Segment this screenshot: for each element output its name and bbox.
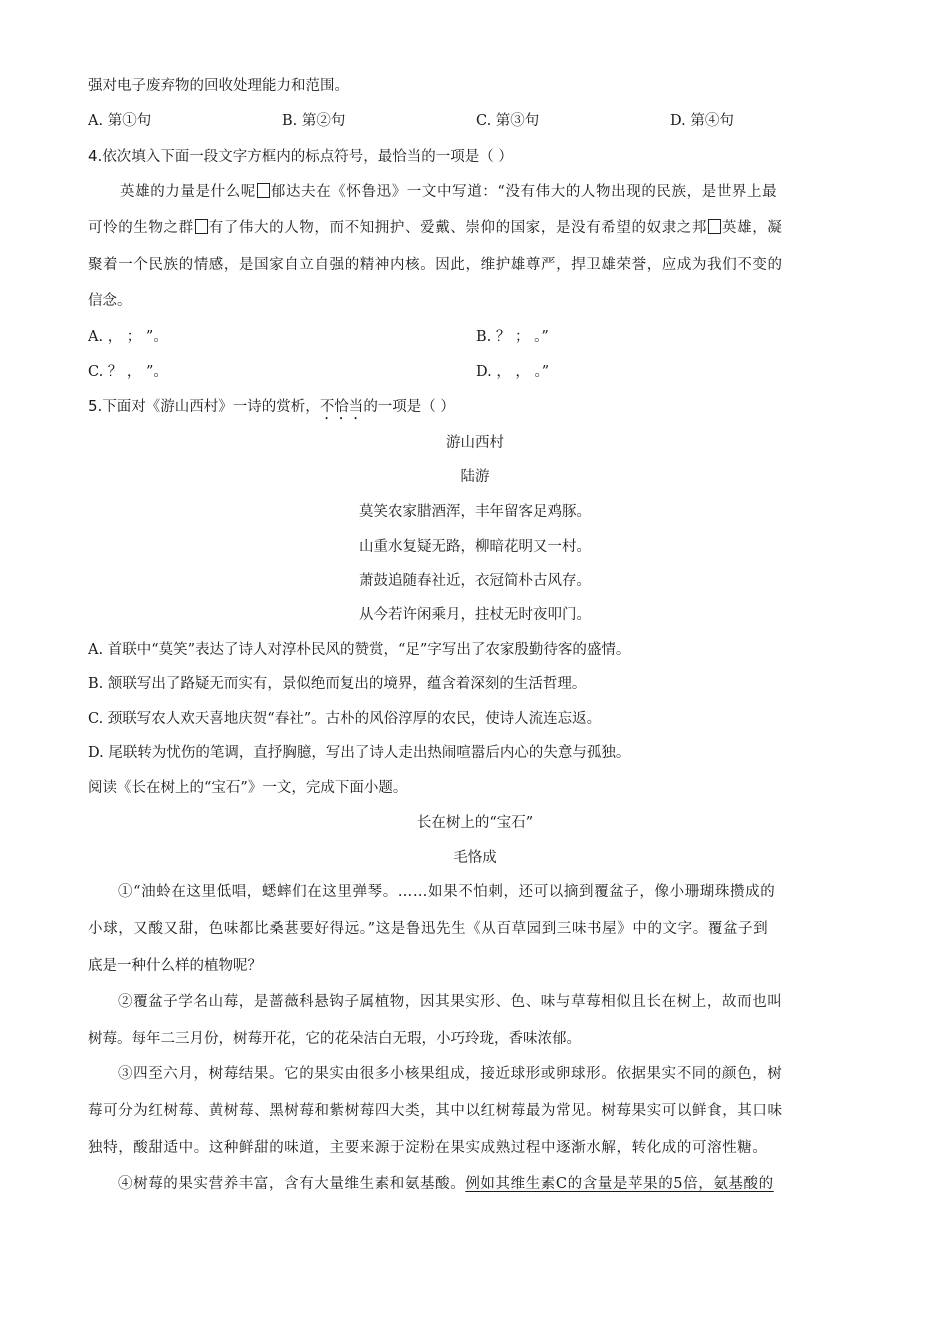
poem-line-4: 从今若许闲乘月，拄杖无时夜叩门。 xyxy=(359,607,591,623)
poem-line-3: 萧鼓追随春社近，衣冠简朴古风存。 xyxy=(359,573,591,589)
blank-box xyxy=(195,219,208,234)
para1-line-2: 小球，又酸又甜，色味都比桑葚要好得远。”这是鲁迅先生《从百草园到三味书屋》中的文字。覆盆子到 xyxy=(88,921,769,937)
blank-box xyxy=(708,219,721,234)
article-author: 毛恪成 xyxy=(453,850,497,866)
reading-intro: 阅读《长在树上的“宝石”》一文，完成下面小题。 xyxy=(88,780,408,796)
article-title: 长在树上的“宝石” xyxy=(416,815,534,831)
q5-number: 5. xyxy=(88,397,103,415)
para1-line-1: ①“油蛉在这里低唱，蟋蟀们在这里弹琴。……如果不怕刺，还可以摘到覆盆子，像小珊瑚珠攒成的 xyxy=(118,884,776,900)
q4-passage-seg: 英雄，凝 xyxy=(722,220,783,236)
para4-line-1 xyxy=(118,1174,774,1194)
q4-passage-seg: 有了伟大的人物，而不知拥护、爱戴、崇仰的国家，是没有希望的奴隶之邦 xyxy=(208,220,707,236)
poem-title: 游山西村 xyxy=(446,435,504,451)
para3-line-3: 独特，酸甜适中。这种鲜甜的味道，主要来源于淀粉在果实成熟过程中逐渐水解，转化成的可溶性糖。 xyxy=(88,1140,768,1156)
q4-option-a: A. ， ； ”。 xyxy=(88,329,168,345)
para4-plain: ④树莓的果实营养丰富，含有大量维生素和氨基酸。 xyxy=(118,1176,466,1192)
q5-emphasis: 不恰当 xyxy=(319,399,364,415)
q4-passage-seg: 郁达夫在《怀鲁迅》一文中写道：“没有伟大的人物出现的民族，是世界上最 xyxy=(270,184,778,200)
para3-line-2: 莓可分为红树莓、黄树莓、黑树莓和紫树莓四大类，其中以红树莓最为常见。树莓果实可以鲜食，其口味 xyxy=(88,1103,783,1119)
para4-underlined: 例如其维生素C的含量是苹果的5倍，氨基酸的 xyxy=(465,1176,774,1192)
q4-number: 4. xyxy=(88,147,103,165)
q5-stem xyxy=(88,396,455,423)
q4-stem-text: 依次填入下面一段文字方框内的标点符号，最恰当的一项是（ ） xyxy=(102,149,513,165)
blank-box xyxy=(257,183,270,198)
q5-stem-seg: 的一项是（ ） xyxy=(363,399,455,415)
poem-line-1: 莫笑农家腊酒浑，丰年留客足鸡豚。 xyxy=(359,504,591,520)
q4-passage-seg: 可怜的生物之群 xyxy=(88,220,194,236)
q4-option-c: C. ？ ， ”。 xyxy=(88,364,168,380)
q5-option-a: A. 首联中“莫笑”表达了诗人对淳朴民风的赞赏，“足”字写出了农家殷勤待客的盛情。 xyxy=(88,642,631,658)
q4-option-b: B. ？ ； 。” xyxy=(476,329,549,345)
q4-option-d: D. ， ， 。” xyxy=(476,364,550,380)
q3-option-b: B. 第②句 xyxy=(282,113,346,129)
q3-option-c: C. 第③句 xyxy=(476,113,540,129)
para2-line-2: 树莓。每年二三月份，树莓开花，它的花朵洁白无瑕，小巧玲珑，香味浓郁。 xyxy=(88,1031,581,1047)
para2-line-1: ②覆盆子学名山莓，是蔷薇科悬钩子属植物，因其果实形、色、味与草莓相似且长在树上，故而也叫 xyxy=(118,994,783,1010)
q4-stem xyxy=(88,146,513,167)
q3-option-d: D. 第④句 xyxy=(670,113,734,129)
q5-option-b: B. 颔联写出了路疑无而实有，景似绝而复出的境界，蕴含着深刻的生活哲理。 xyxy=(88,676,587,692)
q4-passage-line-4: 信念。 xyxy=(88,293,132,309)
q3-tail-text: 强对电子废弃物的回收处理能力和范围。 xyxy=(88,78,349,94)
q4-passage-seg: 英雄的力量是什么呢 xyxy=(120,184,256,200)
q4-passage-line-3: 聚着一个民族的情感，是国家自立自强的精神内核。因此，维护雄尊严，捍卫雄荣誉，应成为我们不变的 xyxy=(88,257,783,273)
q4-passage-line-1 xyxy=(120,182,777,202)
q4-passage-line-2 xyxy=(88,218,782,238)
poem-line-2: 山重水复疑无路，柳暗花明又一村。 xyxy=(359,539,591,555)
q5-option-d: D. 尾联转为忧伤的笔调，直抒胸臆，写出了诗人走出热闹喧嚣后内心的失意与孤独。 xyxy=(88,745,631,761)
para1-line-3: 底是一种什么样的植物呢？ xyxy=(88,958,262,974)
q3-option-a: A. 第①句 xyxy=(88,113,152,129)
para3-line-1: ③四至六月，树莓结果。它的果实由很多小核果组成，接近球形或卵球形。依据果实不同的颜色，树 xyxy=(118,1066,783,1082)
q5-stem-seg: 下面对《游山西村》一诗的赏析， xyxy=(102,399,320,415)
q5-option-c: C. 颈联写农人欢天喜地庆贺“春社”。古朴的风俗淳厚的农民，使诗人流连忘返。 xyxy=(88,711,602,727)
poem-author: 陆游 xyxy=(460,469,490,485)
